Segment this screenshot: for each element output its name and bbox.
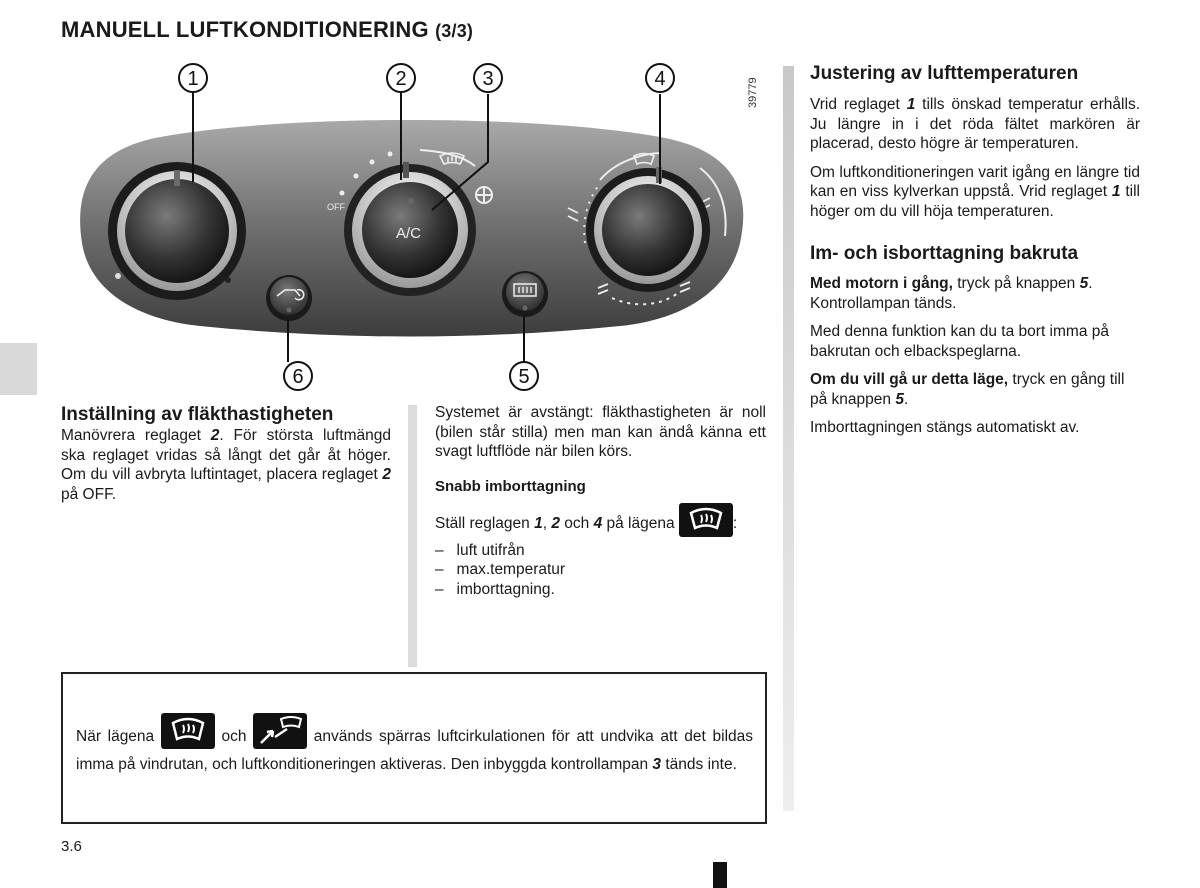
svg-text:2: 2 [395, 68, 407, 90]
knob-1-cap [125, 179, 229, 283]
right-column [810, 63, 1140, 447]
off-label: OFF [327, 202, 345, 212]
figure-ref-number: 39779 [747, 77, 759, 108]
fan-speed-heading: Inställning av fläkthastigheten [61, 404, 334, 425]
svg-text:5: 5 [518, 366, 530, 388]
knob-4-cap [602, 184, 694, 276]
temperature-text: Vrid reglaget 1 tills önskad temperatur erhålls. Ju längre in i det röda fältet markören är placerad, desto högre är temperaturen. Om luftkonditioneringen varit igång en längre tid kan en viss kylverkan uppstå. Vrid reglaget 1 till höger om du vill höja temperaturen. [810, 96, 1140, 220]
control-panel-illustration [60, 58, 760, 398]
svg-text:3: 3 [482, 68, 494, 90]
svg-text:6: 6 [292, 366, 304, 388]
windscreen-demist-icon [161, 713, 215, 749]
list-item: – max.temperatur [435, 561, 566, 578]
quick-demist-list [435, 541, 766, 600]
middle-column [435, 403, 766, 599]
fan-icon [476, 187, 492, 203]
knob-2-marker [403, 162, 409, 178]
system-off-text: Systemet är avstängt: fläkthastigheten är noll (bilen står stilla) men man kan ändå känna ett svagt luftflöde när bilen körs. [435, 404, 766, 460]
column-divider-right [783, 66, 794, 811]
page-marker [713, 862, 727, 888]
rear-demist-heading: Im- och isborttagning bakruta [810, 243, 1079, 264]
left-column [61, 404, 391, 504]
knob-1-marker [174, 170, 180, 186]
svg-text:4: 4 [654, 68, 666, 90]
ac-label: A/C [396, 225, 422, 242]
column-divider-middle [408, 405, 417, 667]
page-number: 3.6 [61, 838, 82, 855]
temperature-heading: Justering av lufttemperaturen [810, 63, 1079, 84]
quick-demist-heading: Snabb imborttagning [435, 477, 586, 495]
quick-demist-instruction: Ställ reglagen 1, 2 och 4 på lägena : [435, 507, 766, 541]
fan-speed-text: Manövrera reglaget 2. För största luftmängd ska reglaget vridas så långt det går åt höger. Om du vill avbryta luftintaget, placera reglaget 2 på OFF. [61, 427, 392, 503]
ac-indicator [408, 198, 414, 204]
list-item: – luft utifrån [435, 541, 525, 559]
note-text: När lägena och används spärras luftcirkulationen för att undvika att det bildas imma på vindrutan, och luftkonditioneringen aktiveras. Den inbyggda kontrollampan 3 tänds inte. [76, 719, 753, 775]
page-title: MANUELL LUFTKONDITIONERING (3/3) [61, 17, 474, 42]
windscreen-demist-icon [679, 503, 733, 537]
svg-text:1: 1 [187, 68, 199, 90]
list-item: – imborttagning. [435, 580, 555, 598]
note-box [61, 672, 767, 824]
feet-windscreen-airflow-icon [253, 713, 307, 749]
rear-demist-text: Med motorn i gång, tryck på knappen 5. Kontrollampan tänds. Med denna funktion kan du ta bort imma på bakrutan och elbackspeglarna. Om du vill gå ur detta läge, tryck en gång till på knappen 5. Imborttagningen stängs automatiskt av. [810, 275, 1125, 436]
section-tab [0, 343, 37, 395]
